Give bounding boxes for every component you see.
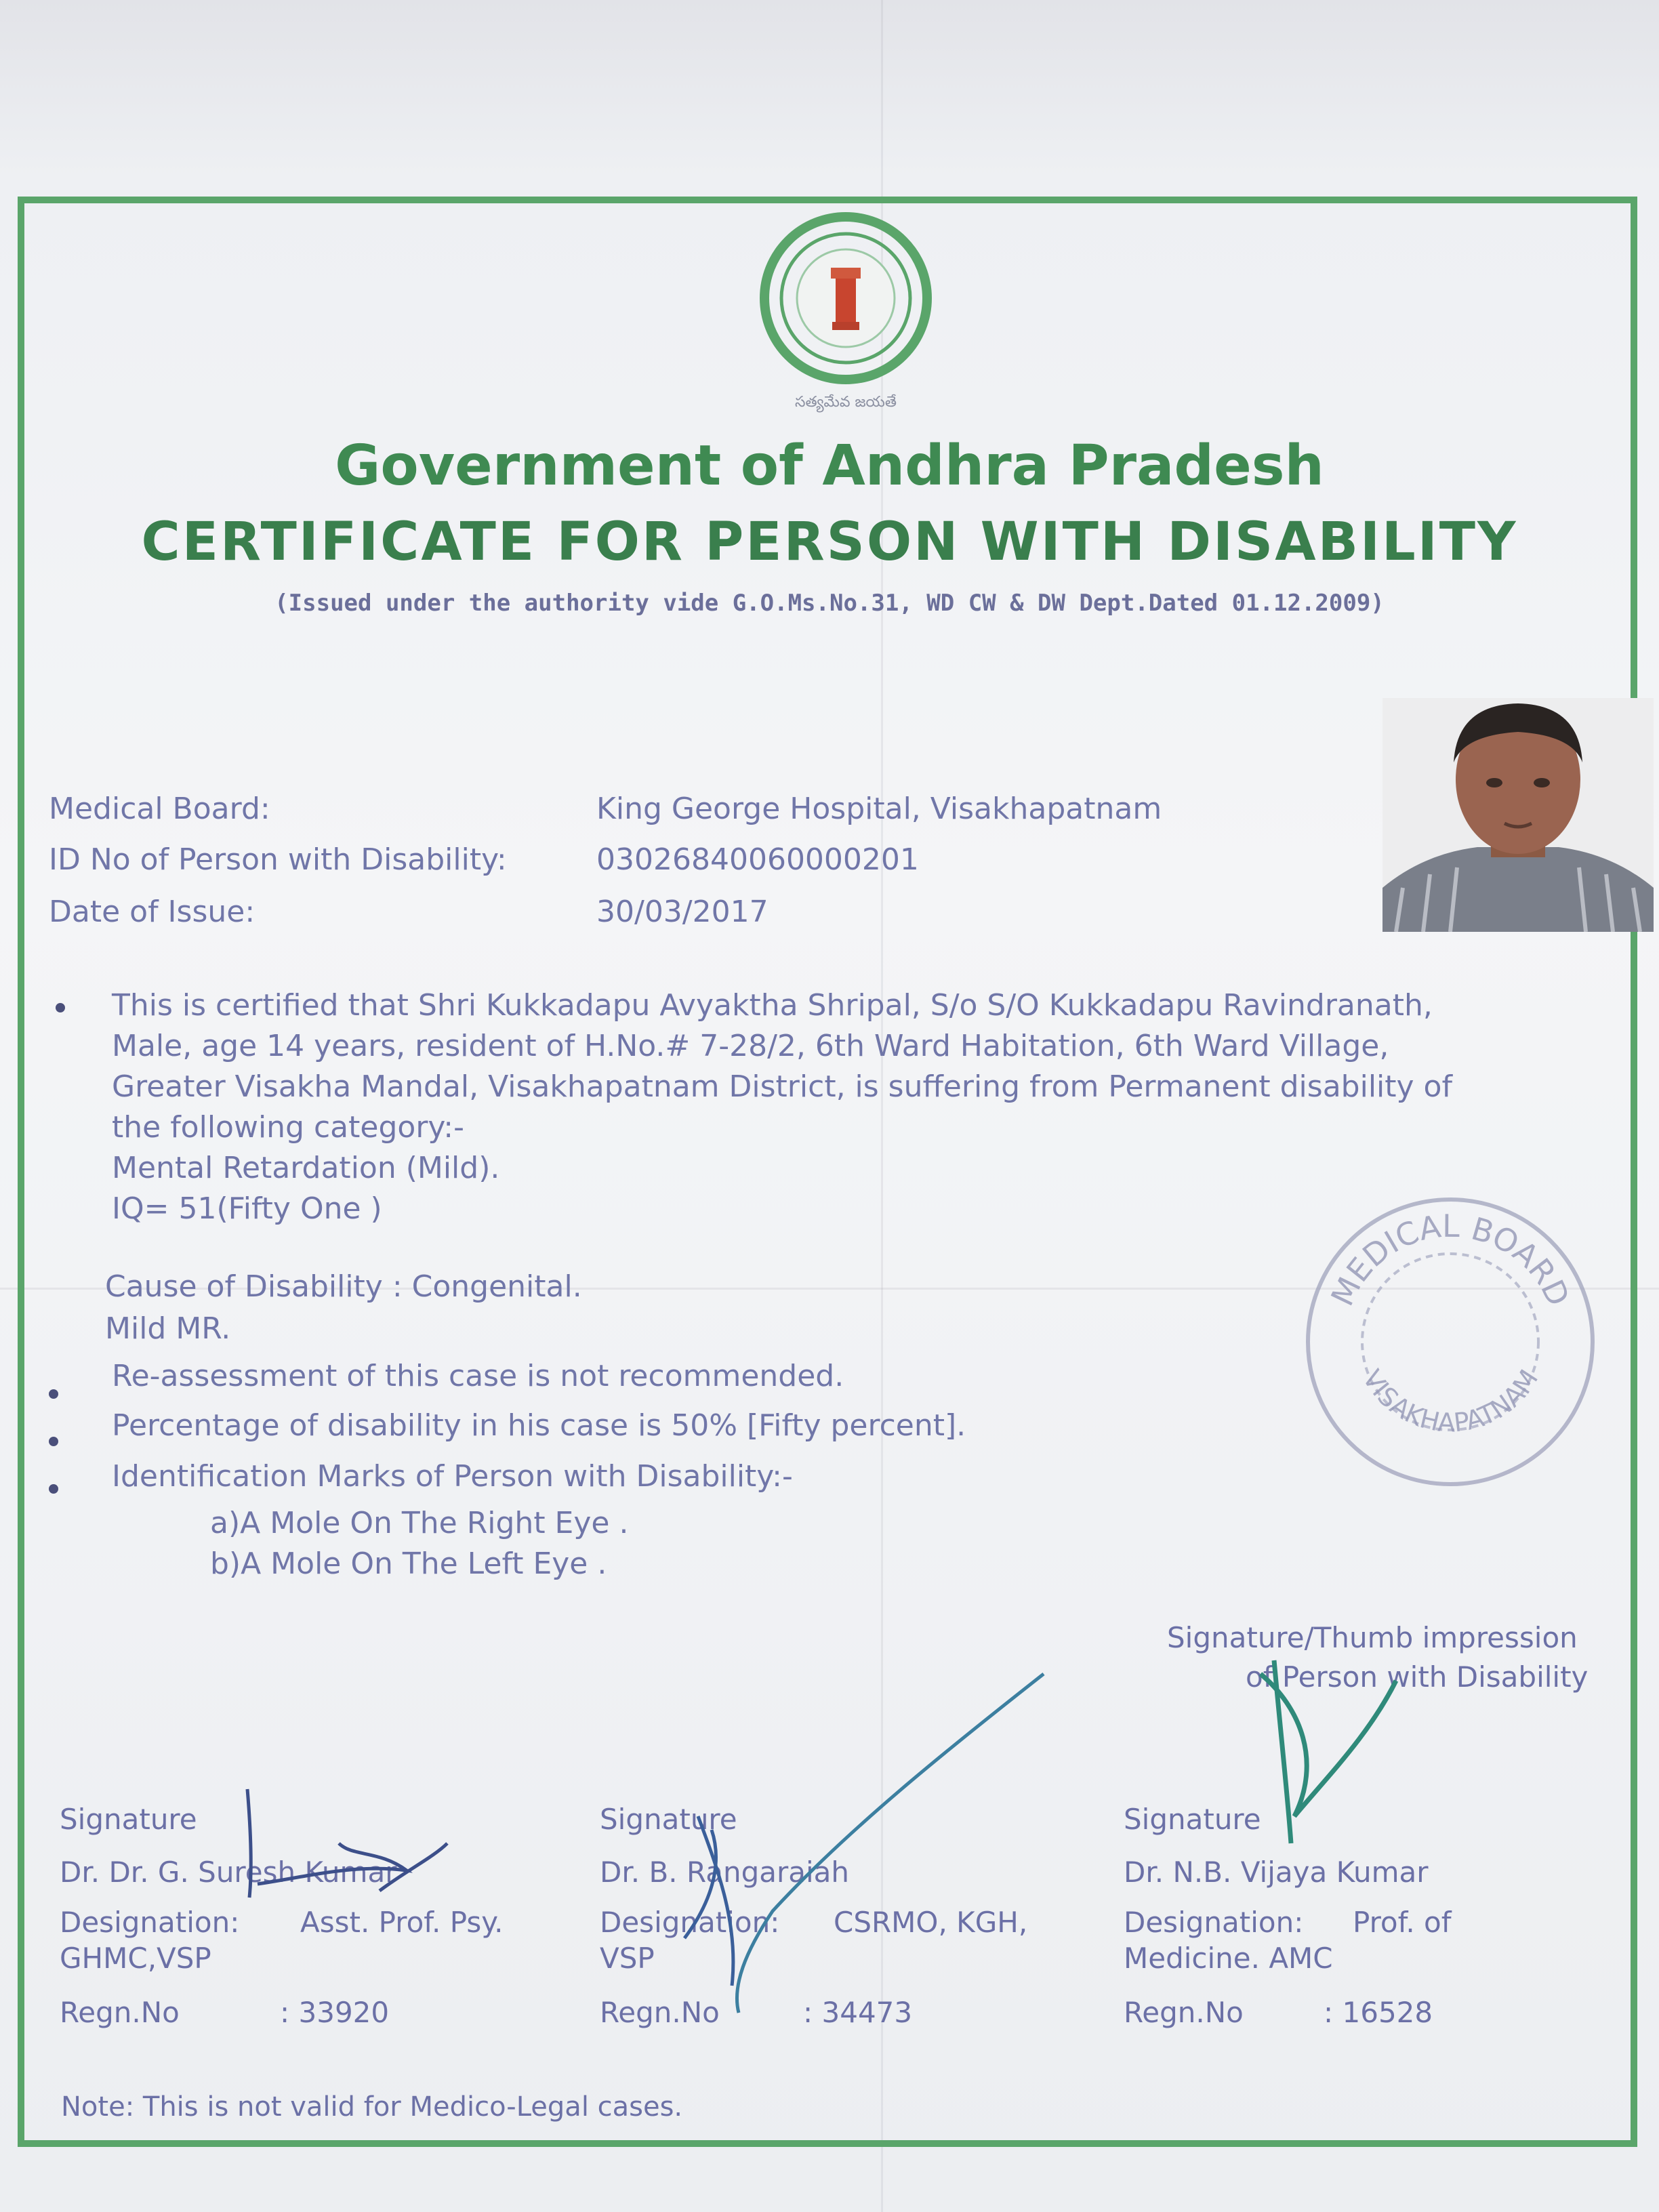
signature-label: Signature <box>1124 1803 1261 1836</box>
designation-value: Prof. of <box>1353 1906 1452 1939</box>
regn-value: : 34473 <box>803 1996 913 2029</box>
state-emblem-logo <box>758 203 934 420</box>
svg-text:VISAKHAPATNAM: VISAKHAPATNAM <box>1356 1364 1544 1438</box>
medical-board-label: Medical Board: <box>49 792 270 826</box>
person-signature-caption-2: of Person with Disability <box>1246 1660 1589 1694</box>
disability-type: Mild MR. <box>105 1311 231 1346</box>
designation-value: CSRMO, KGH, <box>834 1906 1028 1939</box>
designation-value: Asst. Prof. Psy. <box>300 1906 504 1939</box>
medical-board-seal <box>1298 1189 1603 1494</box>
identification-mark-b: b)A Mole On The Left Eye . <box>210 1547 607 1581</box>
bullet <box>49 1389 58 1399</box>
certification-line-4: the following category:- <box>112 1110 464 1145</box>
designation-value-2: VSP <box>600 1942 655 1975</box>
designation-label: Designation: <box>600 1906 780 1939</box>
identification-mark-a: a)A Mole On The Right Eye . <box>210 1506 629 1540</box>
doctor-name: Dr. N.B. Vijaya Kumar <box>1124 1856 1429 1889</box>
bullet <box>49 1484 58 1494</box>
bullet <box>56 1003 65 1012</box>
disability-category: Mental Retardation (Mild). <box>112 1151 500 1185</box>
regn-value: : 33920 <box>280 1996 390 2029</box>
id-label: ID No of Person with Disability: <box>49 842 507 877</box>
doctor-name: Dr. Dr. G. Suresh Kumar <box>60 1856 397 1889</box>
disability-percentage: Percentage of disability in his case is 50% [Fifty percent]. <box>112 1408 966 1443</box>
regn-value: : 16528 <box>1324 1996 1433 2029</box>
signature-label: Signature <box>600 1803 737 1836</box>
person-signature-caption-1: Signature/Thumb impression <box>1167 1621 1578 1654</box>
regn-label: Regn.No <box>600 1996 720 2029</box>
regn-label: Regn.No <box>1124 1996 1244 2029</box>
cause-of-disability: Cause of Disability : Congenital. <box>105 1269 582 1304</box>
person-photo <box>1382 698 1654 932</box>
bullet <box>49 1437 58 1446</box>
id-value: 03026840060000201 <box>596 842 919 877</box>
svg-text:సత్యమేవ జయతే: సత్యమేవ జయతే <box>795 394 897 411</box>
doctor-name: Dr. B. Rangaraiah <box>600 1856 850 1889</box>
designation-value-2: GHMC,VSP <box>60 1942 211 1975</box>
date-label: Date of Issue: <box>49 895 255 929</box>
validity-note: Note: This is not valid for Medico-Legal cases. <box>61 2091 683 2123</box>
certification-line-1: This is certified that Shri Kukkadapu Avyaktha Shripal, S/o S/O Kukkadapu Ravindranath, <box>112 988 1433 1023</box>
reassessment-note: Re-assessment of this case is not recommended. <box>112 1359 844 1393</box>
government-title: Government of Andhra Pradesh <box>335 434 1324 498</box>
svg-text:MEDICAL BOARD: MEDICAL BOARD <box>1324 1207 1577 1312</box>
medical-board-value: King George Hospital, Visakhapatnam <box>596 792 1162 826</box>
identification-marks-heading: Identification Marks of Person with Disability:- <box>112 1459 793 1494</box>
regn-label: Regn.No <box>60 1996 180 2029</box>
designation-value-2: Medicine. AMC <box>1124 1942 1333 1975</box>
authority-line: (Issued under the authority vide G.O.Ms.No.31, WD CW & DW Dept.Dated 01.12.2009) <box>274 590 1385 617</box>
iq-value: IQ= 51(Fifty One ) <box>112 1191 382 1226</box>
certificate-title: CERTIFICATE FOR PERSON WITH DISABILITY <box>141 512 1518 573</box>
signature-label: Signature <box>60 1803 197 1836</box>
designation-label: Designation: <box>1124 1906 1304 1939</box>
date-value: 30/03/2017 <box>596 895 769 929</box>
designation-label: Designation: <box>60 1906 240 1939</box>
certification-line-3: Greater Visakha Mandal, Visakhapatnam District, is suffering from Permanent disability of <box>112 1069 1452 1104</box>
certification-line-2: Male, age 14 years, resident of H.No.# 7-28/2, 6th Ward Habitation, 6th Ward Village, <box>112 1029 1389 1063</box>
